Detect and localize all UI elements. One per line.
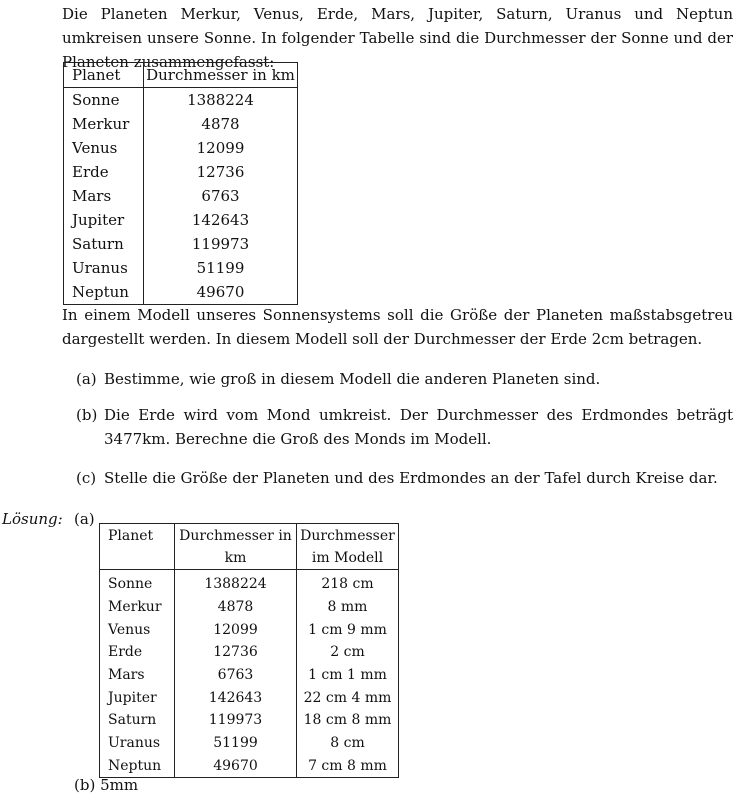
intro-paragraph: Die Planeten Merkur, Venus, Erde, Mars, Jupiter, Saturn, Uranus und Neptun umkreisen unsere Sonne. In folgender Tabelle sind die Durchmesser der Sonne und der Planeten zusammengefasst: <box>62 5 733 71</box>
model-diameter: 2 cm <box>330 644 365 661</box>
table-row <box>64 232 298 256</box>
planet-diameter: 142643 <box>191 211 250 229</box>
planet-diameter: 1388224 <box>187 91 254 109</box>
planet-diameter: 12736 <box>196 163 245 181</box>
table-row <box>100 664 399 687</box>
planet-name: Erde <box>100 641 175 664</box>
model-diameter: 22 cm 4 mm <box>303 689 392 706</box>
model-diameter: 18 cm 8 mm <box>303 712 392 729</box>
solution-b-answer: 5mm <box>100 776 139 794</box>
table-row <box>64 208 298 232</box>
task-text: Bestimme, wie groß in diesem Modell die anderen Planeten sind. <box>104 370 601 388</box>
table-row <box>64 136 298 160</box>
planet-name: Sonne <box>100 570 175 596</box>
planet-name: Venus <box>100 618 175 641</box>
table-row <box>64 184 298 208</box>
planet-name: Sonne <box>64 88 144 113</box>
table-row <box>100 709 399 732</box>
solution-b-label: (b) <box>74 776 96 794</box>
planet-name: Erde <box>64 160 144 184</box>
model-diameter: 8 mm <box>327 599 368 616</box>
planet-diameter: 6763 <box>201 187 240 205</box>
task-label: (a) <box>76 370 97 388</box>
planet-diameter: 49670 <box>196 283 245 301</box>
planet-name: Venus <box>64 136 144 160</box>
table-row <box>100 686 399 709</box>
table-row <box>64 112 298 136</box>
solution-b <box>74 776 138 794</box>
task-label: (c) <box>76 469 97 487</box>
table-row <box>100 641 399 664</box>
planet-name: Saturn <box>64 232 144 256</box>
column-header-planet: Planet <box>64 63 144 88</box>
planet-diameter: 6763 <box>175 664 297 687</box>
planet-name: Uranus <box>64 256 144 280</box>
solution-label: Lösung: <box>2 510 63 528</box>
table-row <box>64 280 298 305</box>
solution-a-label: (a) <box>74 510 95 528</box>
planet-name: Mars <box>100 664 175 687</box>
table-header-row <box>100 524 399 570</box>
table-row <box>64 88 298 113</box>
column-header-diameter-model: Durchmesser im Modell <box>297 524 399 570</box>
table-row <box>100 755 399 778</box>
table-row <box>100 596 399 619</box>
model-diameter: 218 cm <box>321 576 374 593</box>
column-header-diameter: Durchmesser in km <box>144 63 298 88</box>
planet-diameter: 4878 <box>175 596 297 619</box>
planet-diameter: 51199 <box>175 732 297 755</box>
planet-name: Neptun <box>64 280 144 305</box>
table-row <box>64 256 298 280</box>
planet-name: Saturn <box>100 709 175 732</box>
model-diameter: 8 cm <box>330 735 365 752</box>
planet-diameter: 119973 <box>191 235 250 253</box>
task-label: (b) <box>76 406 98 424</box>
task-text: Stelle die Größe der Planeten und des Erdmondes an der Tafel durch Kreise dar. <box>104 469 718 487</box>
model-paragraph: In einem Modell unseres Sonnensystems soll die Größe der Planeten maßstabsgetreu dargestellt werden. In diesem Modell soll der Durchmesser der Erde 2cm betragen. <box>62 306 733 348</box>
planet-diameter: 51199 <box>196 259 245 277</box>
model-diameter: 7 cm 8 mm <box>308 757 387 774</box>
task-text: Die Erde wird vom Mond umkreist. Der Durchmesser des Erdmondes beträgt 3477km. Berechne die Groß des Monds im Modell. <box>104 406 733 448</box>
solution-table <box>99 523 399 778</box>
planet-diameter: 49670 <box>175 755 297 778</box>
model-diameter: 1 cm 9 mm <box>308 621 387 638</box>
table-row <box>100 732 399 755</box>
planet-diameter: 119973 <box>175 709 297 732</box>
planet-name: Merkur <box>100 596 175 619</box>
planet-diameter: 12736 <box>175 641 297 664</box>
planet-name: Jupiter <box>100 686 175 709</box>
column-header-planet: Planet <box>100 524 175 570</box>
table-row <box>100 570 399 596</box>
planet-name: Neptun <box>100 755 175 778</box>
planet-name: Mars <box>64 184 144 208</box>
planet-diameter: 142643 <box>175 686 297 709</box>
table-row <box>64 160 298 184</box>
table-row <box>100 618 399 641</box>
planet-diameter: 12099 <box>175 618 297 641</box>
planet-diameter: 12099 <box>196 139 245 157</box>
table-header-row <box>64 63 298 88</box>
model-diameter: 1 cm 1 mm <box>308 667 387 684</box>
column-header-diameter-km: Durchmesser in km <box>175 524 297 570</box>
planet-diameter: 4878 <box>201 115 240 133</box>
planet-name: Jupiter <box>64 208 144 232</box>
planet-diameter: 1388224 <box>175 570 297 596</box>
planet-name: Uranus <box>100 732 175 755</box>
diameter-table <box>63 62 298 305</box>
planet-name: Merkur <box>64 112 144 136</box>
